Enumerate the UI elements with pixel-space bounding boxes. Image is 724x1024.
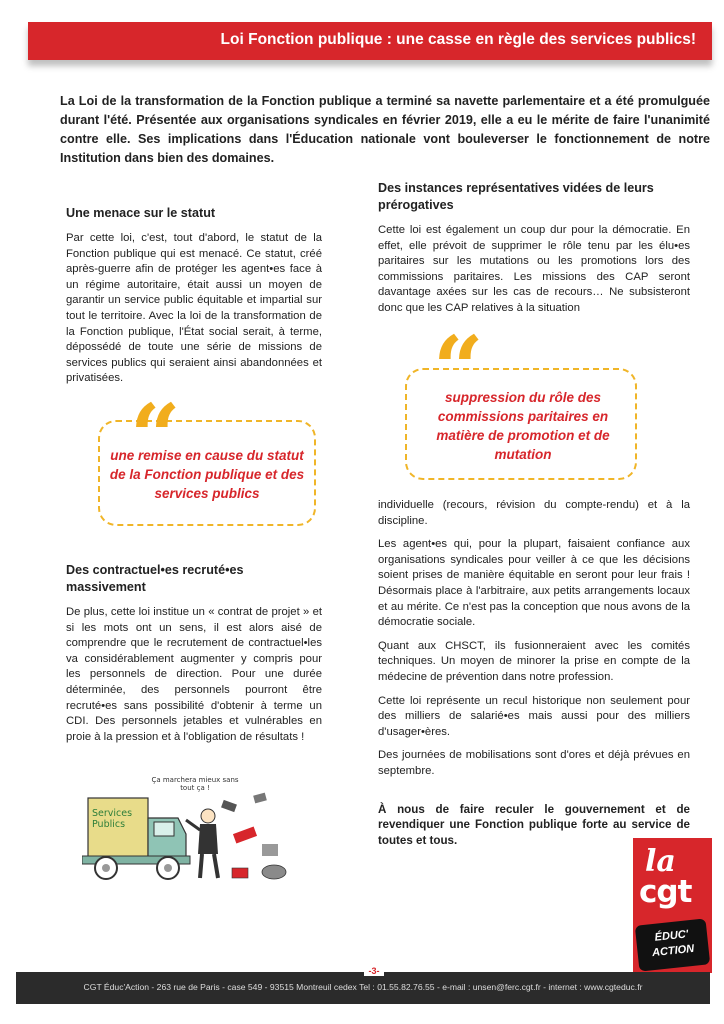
paragraph-mobilisations: Des journées de mobilisations sont d'ores et déjà prévues en septembre. — [378, 749, 690, 777]
title-banner — [28, 22, 712, 60]
page-title: Loi Fonction publique : une casse en règle des services publics! — [220, 31, 696, 48]
footer-contact: CGT Éduc'Action - 263 rue de Paris - case 549 - 93515 Montreuil cedex Tel : 01.55.82.76.55 - e-mail : unsen@ferc.cgt.fr - internet : www.cgteduc.fr — [83, 982, 643, 992]
paragraph-agents: Les agent•es qui, pour la plupart, faisaient confiance aux organisations syndicales pour veiller à ce que les décisions soient prises de manière équitable en seront pour leur frais ! Désormais place à l'arbitraire, aux petits arrangements locaux et au mérite. Ce n'est pas la conception que nous avons de la démocratie sociale. — [378, 538, 690, 629]
paragraph-chsct: Quant aux CHSCT, ils fusionneraient avec les comités techniques. Un moyen de minorer la prise en compte de la médecine de prévention dans notre profession. — [378, 639, 690, 683]
logo-educ-text: ÉDUC' — [654, 928, 689, 944]
left-column — [66, 205, 322, 395]
quote-box-statut — [98, 384, 316, 526]
section-paragraph-statut: Par cette loi, c'est, tout d'abord, le statut de la Fonction publique qui est menacé. Ce statut, créé après-guerre afin de protéger les agent•es face à un régime autoritaire, était aussi un moyen de garantir un service public équitable et impartial sur tout le territoire. Avec la loi de la transformation de la Fonction publique, l'État social serait, à terme, dépossédé de toute une série de missions de services publics qui seraient ainsi abandonnées et privatisées. — [66, 232, 322, 385]
quote-box-commissions — [405, 316, 637, 480]
section-paragraph-instances: Cette loi est également un coup dur pour la démocratie. En effet, elle prévoit de supprimer le rôle tenu par les élu•es paritaires sur les mutations ou les promotions lors des commissions paritaires. Les missions des CAP seront davantage axées sur les cas de recours… Ne subsisteront donc que les CAP relatives à la situation — [378, 224, 690, 314]
logo-educ-action — [635, 918, 710, 971]
logo-action-text: ACTION — [651, 942, 695, 960]
left-column-lower — [66, 562, 322, 753]
section-heading-contractuels: Des contractuel•es recruté•es massivement — [66, 563, 244, 594]
page-number: -3- — [364, 966, 384, 976]
quote-mark-icon: “ — [433, 316, 484, 420]
right-column — [378, 180, 690, 325]
mechanic-figure-icon — [186, 809, 218, 878]
quote-text-commissions: suppression du rôle des commissions paritaires en matière de promotion et de mutation — [436, 390, 610, 462]
scattered-parts-icon — [221, 793, 286, 879]
paragraph-recul: Cette loi représente un recul historique non seulement pour des milliers de salarié•es mais aussi pour des milliers d'usager•ères. — [378, 694, 690, 738]
quote-text-statut: une remise en cause du statut de la Fonction publique et des services publics — [109, 448, 305, 501]
right-column-lower — [378, 498, 690, 856]
cgt-educaction-logo — [633, 838, 712, 973]
logo-la: la — [645, 844, 676, 879]
section-paragraph-contractuels: De plus, cette loi institue un « contrat de projet » et si les mots ont un sens, il est alors aisé de comprendre que le recrutement de contractuel•les va considérablement augmenter y compris pour les personnels de direction. Pour une durée déterminée, des personnels pourront être recruté•es sans possibilité d'obtenir à terme un CDI. Des personnels jetables et vulnérables en proie à la pression et à l'obligation de résultats ! — [66, 606, 322, 743]
cartoon-caption: Ça marchera mieux sans tout ça ! — [151, 776, 239, 792]
section-heading-statut: Une menace sur le statut — [66, 206, 216, 220]
paragraph-discipline: individuelle (recours, révision du compte-rendu) et à la discipline. — [378, 499, 690, 527]
intro-paragraph: La Loi de la transformation de la Fonction publique a terminé sa navette parlementaire et a été promulguée durant l'été. Présentée aux organisations syndicales en février 2019, elle a eu le mérite de faire l'unanimité contre elle. Ses implications dans l'Éducation nationale vont bouleverser le fonctionnement de notre Institution dans bien des domaines. — [60, 94, 710, 165]
quote-mark-icon: “ — [130, 384, 181, 488]
logo-cgt: cgt — [639, 874, 692, 910]
footer-bar — [16, 972, 710, 1004]
section-heading-instances: Des instances représentatives vidées de leurs prérogatives — [378, 181, 654, 212]
cartoon-truck-label: Services Publics — [92, 808, 133, 830]
closing-statement: À nous de faire reculer le gouvernement et de revendiquer une Fonction publique forte au service de toutes et tous. — [378, 802, 690, 847]
